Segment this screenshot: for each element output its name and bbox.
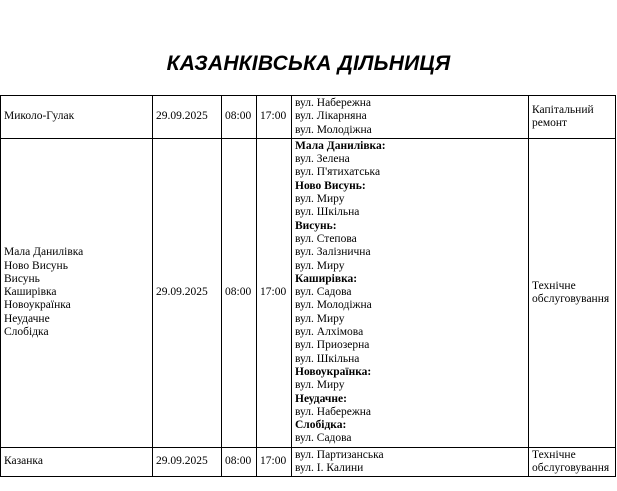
street-name: вул. Миру [295,312,345,325]
street-name: вул. Партизанська [295,448,384,461]
streets-cell [292,447,529,477]
streets-cell [292,138,529,447]
settlements-cell [1,138,153,447]
work-type-line: Капітальний [532,103,594,116]
street-name: вул. Алхімова [295,326,364,339]
table-body [1,96,616,477]
settlement-heading: Неудачне: [295,392,347,405]
settlement-name: Висунь [4,272,40,285]
street-name: вул. Степова [295,232,357,245]
table-row [1,138,616,447]
page-title: КАЗАНКІВСЬКА ДІЛЬНИЦЯ [166,52,451,75]
work-type-line: Технічне [532,279,576,292]
end-time-cell: 17:00 [257,138,292,447]
start-time-cell: 08:00 [222,447,257,477]
street-name: вул. Лікарняна [295,110,367,123]
street-name: вул. Миру [295,193,345,206]
street-name: вул. Приозерна [295,339,370,352]
work-type-cell [529,447,616,477]
settlement-name: Казанка [4,455,43,468]
street-name: вул. Залізнична [295,246,371,259]
settlement-name: Слобідка [4,326,49,339]
date-cell: 29.09.2025 [153,138,222,447]
street-name: вул. Шкільна [295,206,360,219]
end-time-cell: 17:00 [257,447,292,477]
settlement-name: Неудачне [4,312,50,325]
street-name: вул. Набережна [295,97,372,109]
date-cell: 29.09.2025 [153,447,222,477]
street-name: вул. Миру [295,259,345,272]
start-time-cell: 08:00 [222,96,257,139]
settlement-name: Новоукраїнка [4,299,71,312]
settlement-name: Мала Данилівка [4,246,84,259]
street-name: вул. Молодіжна [295,299,372,312]
end-time-cell: 17:00 [257,96,292,139]
settlement-heading: Мала Данилівка: [295,139,386,152]
street-name: вул. Молодіжна [295,123,372,136]
work-type-line: Технічне [532,448,576,461]
settlements-cell [1,447,153,477]
date-cell: 29.09.2025 [153,96,222,139]
settlements-cell [1,96,153,139]
streets-cell [292,96,529,139]
start-time-cell: 08:00 [222,138,257,447]
street-name: вул. Зелена [295,153,350,166]
settlement-heading: Новоукраїнка: [295,365,372,378]
street-name: вул. Миру [295,379,345,392]
settlement-heading: Слобідка: [295,419,347,432]
table-row [1,96,616,139]
street-name: вул. Садова [295,432,352,445]
settlement-heading: Висунь: [295,219,337,232]
settlement-heading: Каширівка: [295,272,358,285]
street-name: вул. Садова [295,286,352,299]
settlement-name: Каширівка [4,286,57,299]
work-type-cell [529,138,616,447]
settlement-name: Миколо-Гулак [4,110,75,123]
street-name: вул. І. Калини [295,462,364,475]
work-type-line: обслуговування [532,462,610,475]
settlement-name: Ново Висунь [4,259,68,272]
work-type-line: ремонт [532,116,568,129]
street-name: вул. Шкільна [295,352,360,365]
work-type-cell [529,96,616,139]
work-type-line: обслуговування [532,292,610,305]
street-name: вул. Набережна [295,405,372,418]
settlement-heading: Ново Висунь: [295,179,366,192]
table-row [1,447,616,477]
outage-schedule-table [0,95,616,477]
street-name: вул. П'ятихатська [295,166,381,179]
